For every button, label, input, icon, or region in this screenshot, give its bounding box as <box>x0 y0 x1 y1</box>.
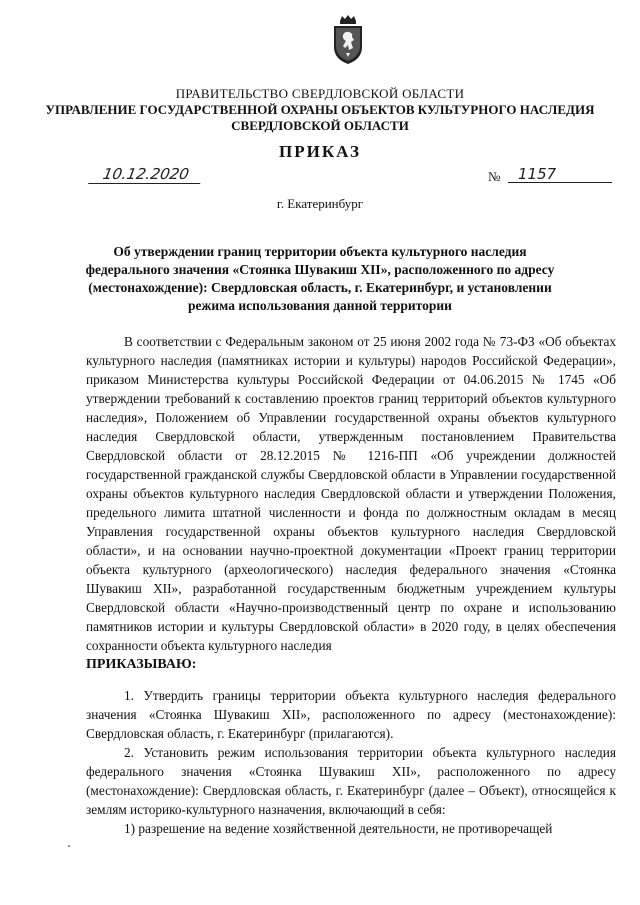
department-name <box>0 102 640 134</box>
preamble-paragraph: В соответствии с Федеральным законом от 25 июня 2002 года № 73-ФЗ «Об объектах культурного наследия (памятниках истории и культуры) народов Российской Федерации», приказом Министерства культуры Российской Федерации от 04.06.2015 № 1745 «Об утверждении требований к составлению проектов границ территорий объектов культурного наследия», Положением об Управлении государственной охраны объектов культурного наследия Свердловской области, утвержденным постановлением Правительства Свердловской области от 28.12.2015 № 1216-ПП «Об учреждении должностей государственной гражданской службы Свердловской области в Управлении государственной охраны объектов культурного наследия Свердловской области и утверждении Положения, предельного лимита штатной численности и фонда по должностным окладам в месяц Управления государственной охраны объектов культурного наследия Свердловской области», и на основании научно-проектной документации «Проект границ территории объекта культурного (археологического) наследия федерального значения «Стоянка Шувакиш XII», разработанной государственным бюджетным учреждением культуры Свердловской области «Научно-производственный центр по охране и использованию памятников истории и культуры Свердловской области» в 2020 году, в целях обеспечения сохранности объекта культурного наследия <box>86 334 616 653</box>
order-number-label: № <box>488 169 501 184</box>
order-item: 2. Установить режим использования территории объекта культурного наследия федерального значения «Стоянка Шувакиш XII», расположенного по адресу (местонахождение): Свердловская область, г. Екатеринбург (далее – Объект), относящейся к землям историко-культурного назначения, включающий в себя: <box>86 745 616 817</box>
city: г. Екатеринбург <box>276 196 364 211</box>
scan-mark <box>68 845 70 847</box>
order-subject <box>0 243 640 315</box>
subject-line-1: Об утверждении границ территории объекта культурного наследия <box>113 244 527 259</box>
subject-line-3: (местонахождение): Свердловская область, г. Екатеринбург, и установлении <box>88 280 552 295</box>
department-line-1: УПРАВЛЕНИЕ ГОСУДАРСТВЕННОЙ ОХРАНЫ ОБЪЕКТОВ КУЛЬТУРНОГО НАСЛЕДИЯ <box>45 102 595 117</box>
order-items <box>86 686 616 838</box>
order-item: 1) разрешение на ведение хозяйственной деятельности, не противоречащей <box>124 821 553 836</box>
department-line-2: СВЕРДЛОВСКОЙ ОБЛАСТИ <box>231 118 409 133</box>
coat-of-arms-icon <box>331 15 365 65</box>
document-type-title: ПРИКАЗ <box>279 142 361 161</box>
preamble <box>86 332 616 655</box>
order-command-word: ПРИКАЗЫВАЮ: <box>86 657 197 672</box>
order-number: 1157 <box>508 163 612 183</box>
subject-line-2: федерального значения «Стоянка Шувакиш XII», расположенного по адресу <box>85 262 555 277</box>
government-name: ПРАВИТЕЛЬСТВО СВЕРДЛОВСКОЙ ОБЛАСТИ <box>175 86 465 101</box>
order-item: 1. Утвердить границы территории объекта культурного наследия федерального значения «Стоянка Шувакиш XII», расположенного по адресу (местонахождение): Свердловская область, г. Екатеринбург (прилагаются). <box>86 688 616 741</box>
subject-line-4: режима использования данной территории <box>188 298 452 313</box>
order-date: 10.12.2020 <box>88 163 204 184</box>
